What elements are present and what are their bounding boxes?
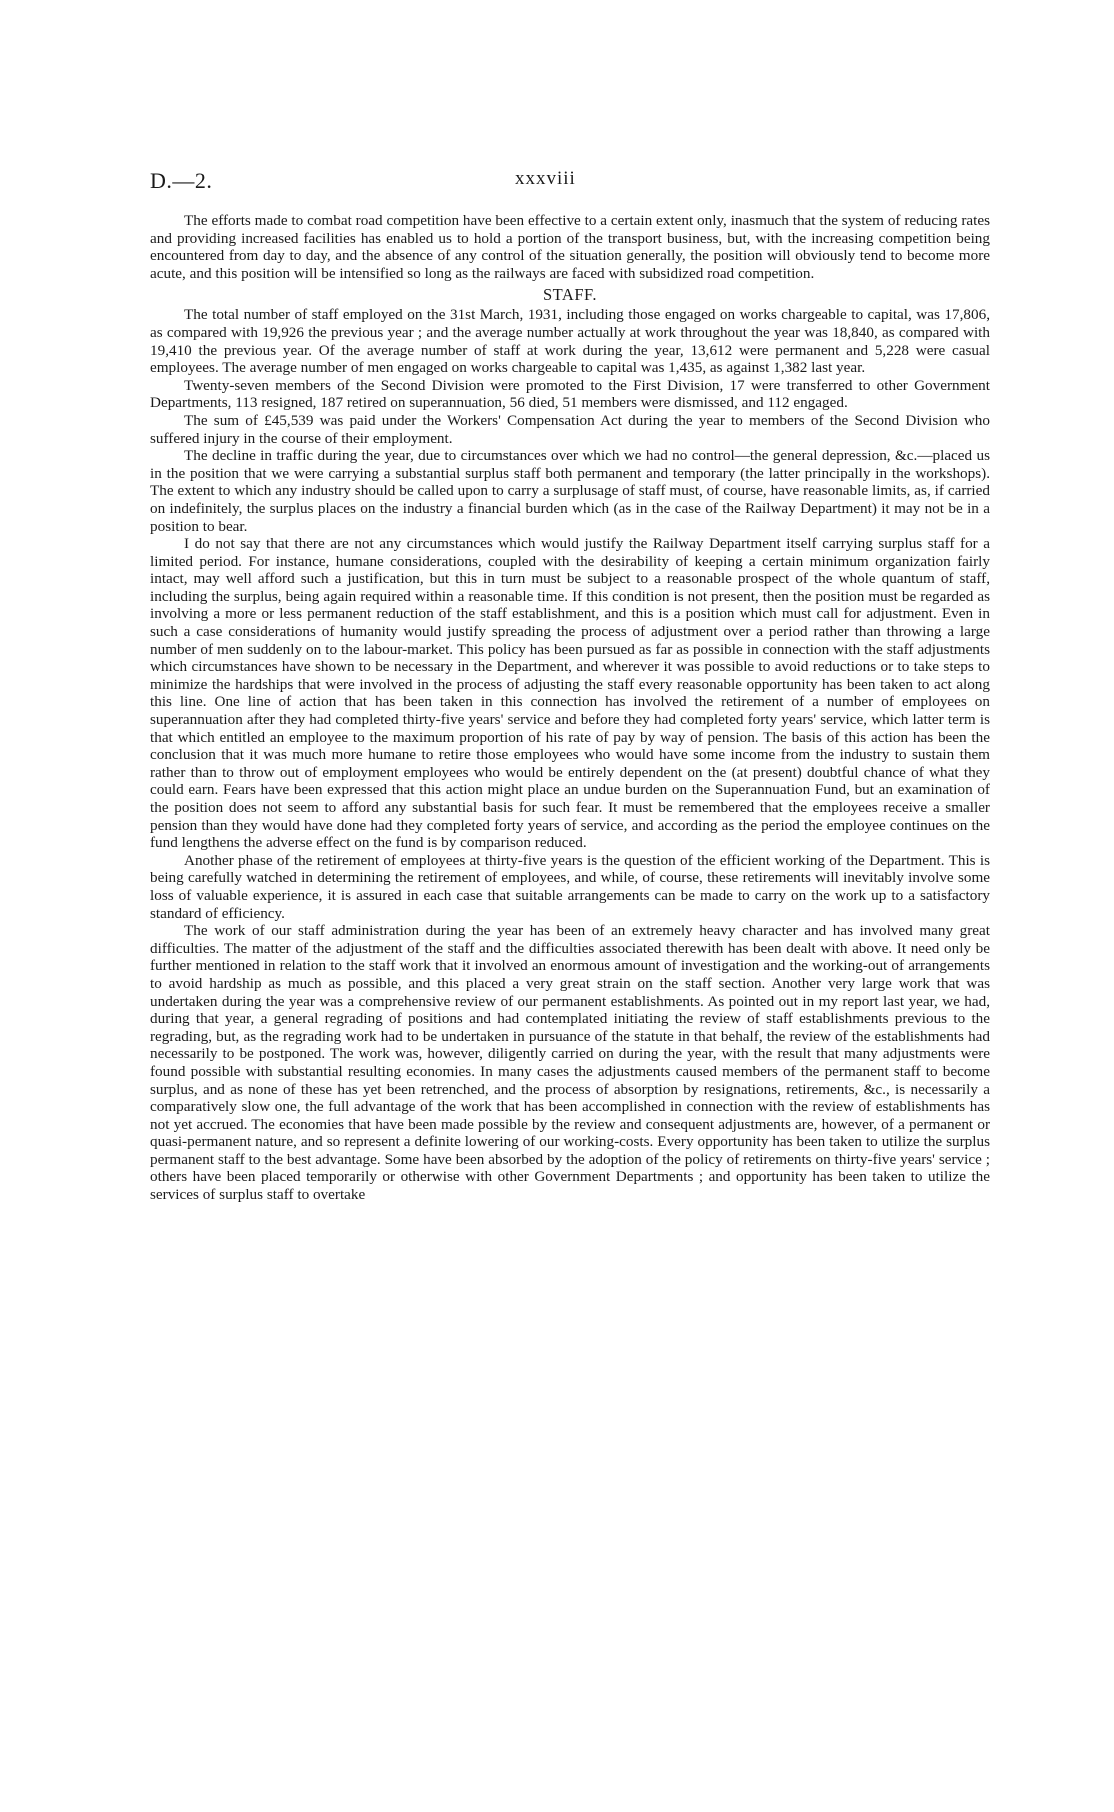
paragraph: The work of our staff administration during the year has been of an extremely heavy character and has involved many great difficulties. The matter of the adjustment of the staff and the difficulties associated therewith has been dealt with above. It need only be further mentioned in relation to the staff work that it involved an enormous amount of investigation and the working-out of arrangements to avoid hardship as much as possible, and this placed a very great strain on the staff section. Another very large work that was undertaken during the year was a comprehensive review of our permanent establishments. As pointed out in my report last year, we had, during that year, a general regrading of positions and had contemplated initiating the review of staff establishments previous to the regrading, but, as the regrading work had to be undertaken in pursuance of the statute in that behalf, the review of the establishments had necessarily to be postponed. The work was, however, diligently carried on during the year, with the result that many adjustments were found possible with substantial resulting economies. In many cases the adjustments caused members of the permanent staff to become surplus, and as none of these has yet been retrenched, and the process of absorption by resignations, retirements, &c., is necessarily a comparatively slow one, the full advantage of the work that has been accomplished in connection with the review of establishments has not yet accrued. The economies that have been made possible by the review and consequent adjustments are, however, of a permanent or quasi-permanent nature, and so represent a definite lowering of our working-costs. Every opportunity has been taken to utilize the surplus permanent staff to the best advantage. Some have been absorbed by the adoption of the policy of retirements on thirty-five years' service ; others have been placed temporarily or otherwise with other Government Departments ; and opportunity has been taken to utilize the services of surplus staff to overtake [150, 922, 990, 1204]
page-header [150, 168, 990, 196]
paragraph: I do not say that there are not any circumstances which would justify the Railway Department itself carrying surplus staff for a limited period. For instance, humane considerations, coupled with the desirability of keeping a certain minimum organization fairly intact, may well afford such a justification, but this in turn must be subject to a reasonable prospect of the whole quantum of staff, including the surplus, being again required within a reasonable time. If this condition is not present, then the position must be regarded as involving a more or less permanent reduction of the staff establishment, and this is a position which must call for adjustment. Even in such a case considerations of humanity would justify spreading the process of adjustment over a period rather than throwing a large number of men suddenly on to the labour-market. This policy has been pursued as far as possible in connection with the staff adjustments which circumstances have shown to be necessary in the Department, and wherever it was possible to avoid reductions or to take steps to minimize the hardships that were involved in the process of adjusting the staff every reasonable opportunity has been taken to act along this line. One line of action that has been taken in this connection has involved the retirement of a number of employees on superannuation after they had completed thirty-five years' service and before they had completed forty years' service, which latter term is that which entitled an employee to the maximum proportion of his rate of pay by way of pension. The basis of this action has been the conclusion that it was much more humane to retire those employees who would have some income from the industry to sustain them rather than to throw out of employment employees who would be entirely dependent on the (at present) doubtful chance of what they could earn. Fears have been expressed that this action might place an undue burden on the Superannuation Fund, but an examination of the position does not seem to afford any substantial basis for such fear. It must be remembered that the employees receive a smaller pension than they would have done had they completed forty years of service, and according as the period the employee continues on the fund lengthens the adverse effect on the fund is by comparison reduced. [150, 535, 990, 852]
paragraph-road-competition: The efforts made to combat road competition have been effective to a certain extent only, inasmuch that the system of reducing rates and providing increased facilities has enabled us to hold a portion of the transport business, but, with the increasing competition being encountered from day to day, and the absence of any control of the situation generally, the position will obviously tend to become more acute, and this position will be intensified so long as the railways are faced with subsidized road competition. [150, 212, 990, 282]
paragraph: The decline in traffic during the year, due to circumstances over which we had no control—the general depression, &c.—placed us in the position that we were carrying a substantial surplus staff both permanent and temporary (the latter principally in the workshops). The extent to which any industry should be called upon to carry a surplusage of staff must, of course, have reasonable limits, as, if carried on indefinitely, the surplus places on the industry a financial burden which (as in the case of the Railway Department) it may not be in a position to bear. [150, 447, 990, 535]
paragraph: The total number of staff employed on the 31st March, 1931, including those engaged on works chargeable to capital, was 17,806, as compared with 19,926 the previous year ; and the average number actually at work throughout the year was 18,840, as compared with 19,410 the previous year. Of the average number of staff at work during the year, 13,612 were permanent and 5,228 were casual employees. The average number of men engaged on works chargeable to capital was 1,435, as against 1,382 last year. [150, 306, 990, 377]
paragraph: The sum of £45,539 was paid under the Workers' Compensation Act during the year to members of the Second Division who suffered injury in the course of their employment. [150, 411, 990, 447]
paragraph: Twenty-seven members of the Second Division were promoted to the First Division, 17 were transferred to other Government Departments, 113 resigned, 187 retired on superannuation, 56 died, 51 members were dismissed, and 112 engaged. [150, 376, 990, 412]
page-number: xxxviii [515, 168, 576, 189]
section-heading-staff: STAFF. [542, 285, 597, 305]
paragraph: Another phase of the retirement of employees at thirty-five years is the question of the efficient working of the Department. This is being carefully watched in determining the retirement of employees, and while, of course, these retirements will inevitably involve some loss of valuable experience, it is assured in each case that suitable arrangements can be made to carry on the work up to a satisfactory standard of efficiency. [150, 851, 990, 922]
document-code: D.—2. [150, 168, 213, 193]
body-text [150, 212, 990, 1204]
